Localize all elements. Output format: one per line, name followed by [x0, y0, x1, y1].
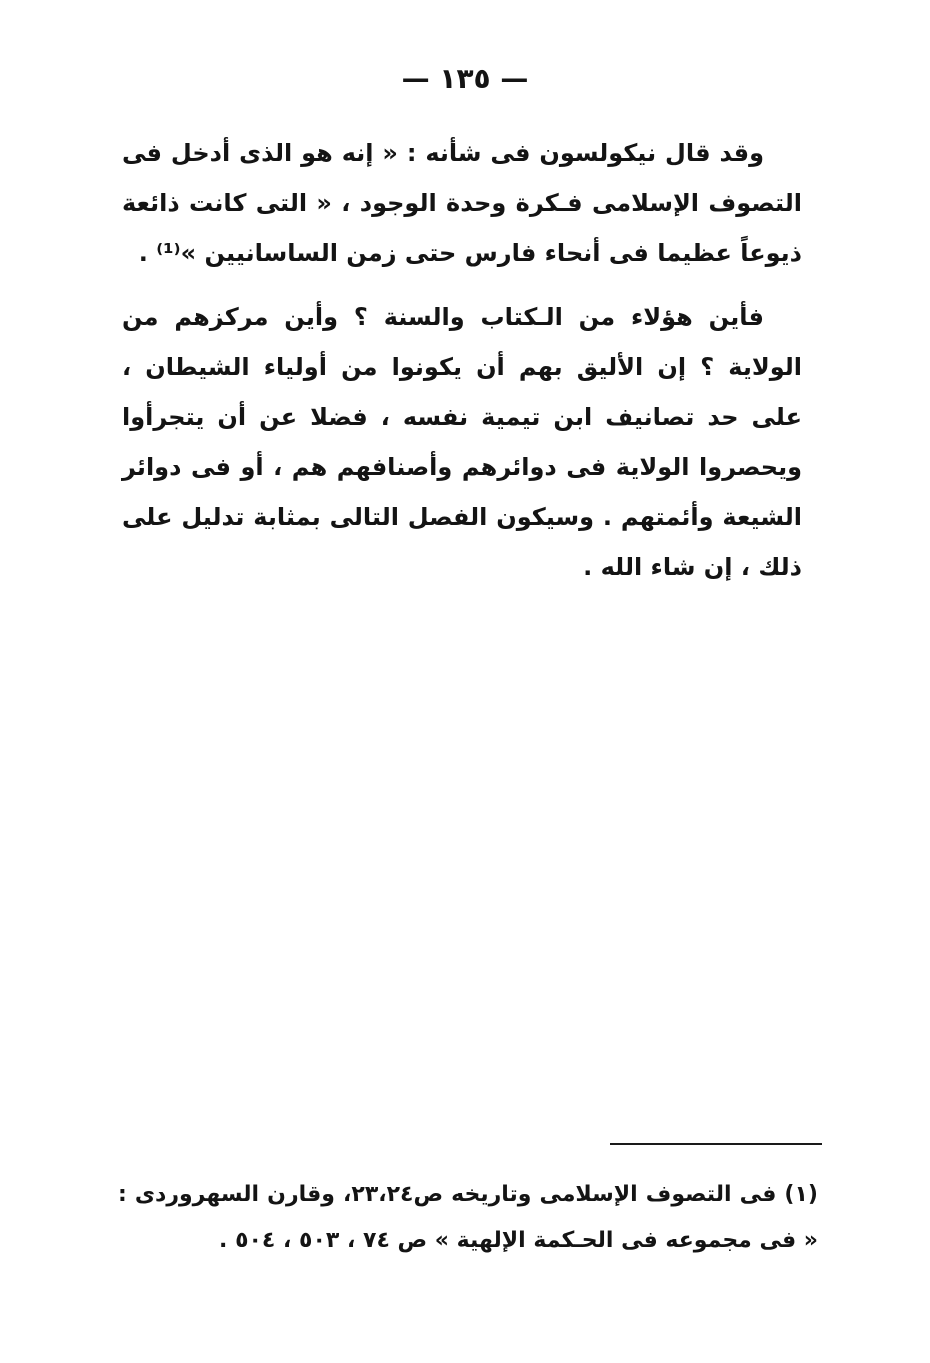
footnote-divider: [610, 1143, 822, 1145]
paragraph-nicholson-quote: وقد قال نيكولسون فى شأنه : « إنه هو الذى أدخل فى التصوف الإسلامى فـكرة وحدة الوجود ، « التى كانت ذائعة ذيوعاً عظيما فى أنحاء فارس حتى زمن الساسانيين »⁽¹⁾ .: [122, 139, 802, 267]
paragraph-wilaya-argument: فأين هؤلاء من الـكتاب والسنة ؟ وأين مركزهم من الولاية ؟ إن الأليق بهم أن يكونوا من أولياء الشيطان ، على حد تصانيف ابن تيمية نفسه ، فضلا عن أن يتجرأوا ويحصروا الولاية فى دوائرهم وأصنافهم هم ، أو فى دوائر الشيعة وأئمتهم . وسيكون الفصل التالى بمثابة تدليل على ذلك ، إن شاء الله .: [122, 303, 802, 581]
page-number: — ١٣٥ —: [401, 62, 529, 95]
footnote: (١) فى التصوف الإسلامى وتاريخه ص٢٣،٢٤، وقارن السهروردى : « فى مجموعه فى الحـكمة الإلهية » ص ٧٤ ، ٥٠٣ ، ٥٠٤ .: [118, 1182, 818, 1253]
